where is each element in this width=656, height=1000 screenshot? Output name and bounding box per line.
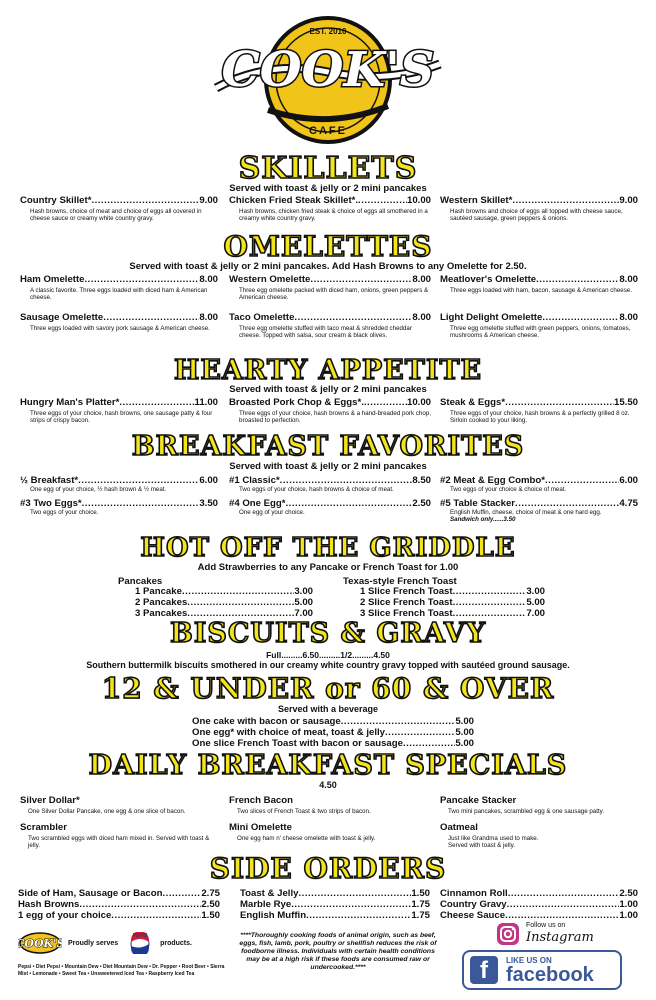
- specials-price: 4.50: [319, 780, 337, 790]
- pancakes-header: Pancakes: [118, 576, 163, 587]
- logo-cafe: CAFE: [309, 125, 347, 137]
- beverage-list: Pepsi • Diet Pepsi • Mountain Dew • Diet Mountain Dew • Dr. Pepper • Root Beer • Sierra Mist • Lemonade • Sweet Tea • Unsweetened Iced Tea • Raspberry Iced Tea: [18, 964, 225, 977]
- menu-item: Silver Dollar* One Silver Dollar Pancake, one egg & one slice of bacon.: [20, 795, 186, 815]
- specials-heading: DAILY BREAKFAST SPECIALS: [88, 750, 568, 781]
- hearty-heading: HEARTY APPETITE: [173, 355, 483, 386]
- cooks-cafe-logo: [208, 10, 448, 150]
- menu-item: Taco Omelette ..... 8.00 Three egg omelette stuffed with taco meat & shredded cheddar cheese. Topped with salsa, sour cream & black olives.: [229, 312, 431, 340]
- biscuits-description: Southern buttermilk biscuits smothered in our creamy white country gravy topped with sautéed ground sausage.: [86, 660, 570, 670]
- menu-item: #2 Meat & Egg Combo* ..... 6.00 Two eggs of your choice & choice of meat.: [440, 475, 638, 493]
- instagram-text: Instagram: [526, 930, 594, 945]
- menu-item: Mini Omelette One egg ham n' cheese omelette with toast & jelly.: [229, 822, 376, 842]
- toast-header: Texas-style French Toast: [343, 576, 457, 587]
- small-logo-text: COOK'S: [18, 937, 62, 950]
- griddle-heading: HOT OFF THE GRIDDLE: [140, 533, 516, 563]
- menu-item: ½ Breakfast* ..... 6.00 One egg of your choice, ½ hash brown & ½ meat.: [20, 475, 218, 493]
- proudly-text: Proudly serves: [67, 939, 119, 947]
- products-text: products.: [160, 939, 192, 947]
- menu-item: Pancake Stacker Two mini pancakes, scrambled egg & one sausage patty.: [440, 795, 605, 815]
- pepsi-label: PEPSI: [132, 933, 148, 939]
- omelettes-subtitle: Served with toast & jelly or 2 mini pancakes. Add Hash Browns to any Omelette for 2.50.: [129, 261, 527, 272]
- menu-item: Toast & Jelly ..... 1.50 Marble Rye ..... 1.75 English Muffin ..... 1.75: [240, 888, 430, 921]
- menu-item: Oatmeal Just like Grandma used to make. Served with toast & jelly.: [440, 822, 539, 850]
- menu-item: Chicken Fried Steak Skillet*. ..... 10.00 Hash browns, chicken fried steak & choice of eggs all smothered in a creamy white country gravy.: [229, 195, 431, 223]
- instagram-icon: [496, 922, 520, 946]
- logo-text: COOK'S: [221, 42, 435, 98]
- like-us-text: LIKE US ON: [506, 955, 552, 965]
- menu-item: Western Skillet* ..... 9.00 Hash browns and choice of eggs all topped with cheese sauce, sautéed sausage, green peppers & onions.: [440, 195, 638, 223]
- facebook-icon: f: [470, 956, 498, 984]
- menu-item: French Bacon Two slices of French Toast & two strips of bacon.: [229, 795, 371, 815]
- sandwich-only: Sandwich only......3.50: [450, 516, 516, 524]
- omelettes-heading: OMELETTES: [223, 230, 433, 263]
- menu-item: Western Omelette ..... 8.00 Three egg omelette packed with diced ham, onions, green peppers & American cheese.: [229, 274, 431, 302]
- menu-item: Scrambler Two scrambled eggs with diced ham mixed in. Served with toast & jelly.: [20, 822, 210, 850]
- menu-item: Broasted Pork Chop & Eggs*. ..... 10.00 Three eggs of your choice, hash browns & a hand-breaded pork chop, broasted to perfection.: [229, 397, 431, 425]
- pepsi-icon: [128, 932, 152, 954]
- menu-item: #5 Table Stacker ..... 4.75 English Muffin, cheese, choice of meat & one hard egg. Sandwich only......3.50: [440, 498, 638, 524]
- menu-item: Meatlover's Omelette ..... 8.00 Three eggs loaded with ham, bacon, sausage & American cheese.: [440, 274, 638, 294]
- menu-item: Light Delight Omelette ..... 8.00 Three egg omelette stuffed with green peppers, onions, tomatoes, mushrooms & American cheese.: [440, 312, 638, 340]
- menu-item: Sausage Omelette ..... 8.00 Three eggs loaded with savory pork sausage & American cheese.: [20, 312, 218, 332]
- proudly-serves: [18, 932, 192, 954]
- facebook-badge[interactable]: [462, 950, 622, 990]
- menu-item: Steak & Eggs* ..... 15.50 Three eggs of your choice, hash browns & a perfectly grilled 8 oz. Sirloin cooked to your liking.: [440, 397, 638, 425]
- facebook-text: facebook: [506, 963, 594, 986]
- menu-item: Ham Omelette ..... 8.00 A classic favorite. Three eggs loaded with diced ham & American cheese.: [20, 274, 218, 302]
- skillets-subtitle: Served with toast & jelly or 2 mini pancakes: [229, 183, 427, 194]
- under12-subtitle: Served with a beverage: [277, 704, 379, 714]
- griddle-subtitle: Add Strawberries to any Pancake or French Toast for 1.00: [197, 562, 459, 573]
- menu-item: Side of Ham, Sausage or Bacon ..... 2.75 Hash Browns ..... 2.50 1 egg of your choice ..... 1.50: [18, 888, 220, 921]
- menu-item: One cake with bacon or sausage ..... 5.00 One egg* with choice of meat, toast & jelly ..... 5.00 One slice French Toast with bacon or sausage ..... 5.00: [192, 716, 474, 749]
- biscuits-prices: Full.........6.50.........1/2.........4.50: [266, 650, 390, 660]
- sides-heading: SIDE ORDERS: [209, 852, 447, 885]
- under12-heading: 12 & UNDER or 60 & OVER: [101, 672, 555, 705]
- skillets-heading: SKILLETS: [238, 151, 418, 186]
- food-safety-notice: ****Thoroughly cooking foods of animal origin, such as beef, eggs, fish, lamb, pork, poultry or shellfish reduces the risk of foodborne illness. Individuals with certain health conditions may be at a high risk if these foods are consumed raw or undercooked.****: [239, 932, 437, 971]
- small-logo-icon: [18, 932, 62, 954]
- follow-us-text: Follow us on: [526, 922, 566, 929]
- instagram-badge[interactable]: [496, 922, 606, 948]
- menu-item: Cinnamon Roll ..... 2.50 Country Gravy ..... 1.00 Cheese Sauce ..... 1.00: [440, 888, 638, 921]
- menu-item: #3 Two Eggs* ..... 3.50 Two eggs of your choice.: [20, 498, 218, 516]
- menu-item: Hungry Man's Platter* ..... 11.00 Three eggs of your choice, hash browns, one sausage patty & four strips of crispy bacon.: [20, 397, 218, 425]
- logo-est: EST. 2010: [309, 27, 347, 36]
- menu-item: 1 Slice French Toast ..... 3.00 2 Slice French Toast ..... 5.00 3 Slice French Toast ..... 7.00: [360, 586, 545, 619]
- menu-item: #4 One Egg* ..... 2.50 One egg of your choice.: [229, 498, 431, 516]
- favorites-subtitle: Served with toast & jelly or 2 mini pancakes: [229, 461, 427, 472]
- biscuits-heading: BISCUITS & GRAVY: [169, 618, 487, 649]
- favorites-heading: BREAKFAST FAVORITES: [131, 431, 525, 462]
- hearty-subtitle: Served with toast & jelly or 2 mini pancakes: [229, 384, 427, 395]
- menu-item: Country Skillet* ..... 9.00 Hash browns, choice of meat and choice of eggs all covered in cheese sauce or creamy white country gravy.: [20, 195, 218, 223]
- menu-item: #1 Classic* ..... 8.50 Two eggs of your choice, hash browns & choice of meat.: [229, 475, 431, 493]
- menu-item: 1 Pancake ..... 3.00 2 Pancakes ..... 5.00 3 Pancakes ..... 7.00: [135, 586, 313, 619]
